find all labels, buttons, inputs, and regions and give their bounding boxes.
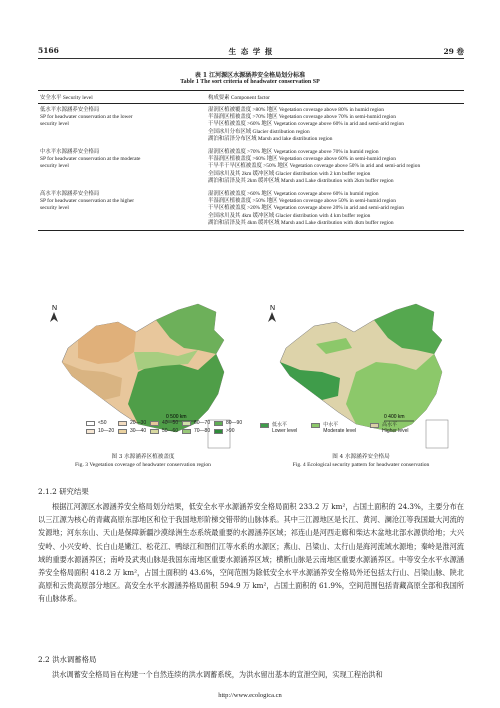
- legend-label: 30—40: [130, 428, 147, 434]
- level-en: SP for headwater conservation at the higher: [40, 198, 135, 205]
- figure-3: [38, 292, 248, 457]
- volume: 29 卷: [443, 47, 464, 56]
- factor: 湿润区植被盖度 >60% 地区 Vegetation coverage above 60% in humid region: [208, 191, 379, 198]
- section-heading-2-2: 2.2 洪水调蓄格局: [38, 655, 97, 664]
- legend-label-cn: 低水平: [272, 422, 288, 428]
- factor: 半湿润区植被盖度 >60% 地区 Vegetation coverage above 60% in semi-humid region: [208, 156, 396, 163]
- factor: 湿润区植被盖度 >70% 地区 Vegetation coverage above 70% in humid region: [208, 149, 379, 156]
- level-cn: 低水平水源涵养安全格局: [40, 107, 100, 113]
- legend-swatch: [86, 429, 95, 434]
- legend-item: [150, 420, 182, 426]
- legend-label: 10—20: [98, 428, 115, 434]
- header-rule: [38, 58, 464, 59]
- legend-swatch: [150, 429, 159, 434]
- paragraph-results: 根据江河源区水源涵养安全格局划分结果，低安全水平水源涵养安全格局面积 233.2 万 km²，占国土面积的 24.3%，主要分布在以三江源为核心的青藏高原东部地区和位于我国地形阶梯交错带的山脉体系。其中三江源地区是长江、黄河、澜沧江等我国最大河流的发源地；河东东山、天山是保障新疆沙漠绿洲生态系统最重要的水源涵养区域；祁连山是河西走廊和柴达木盆地北部水源供给地；大兴安岭、小兴安岭、长白山是嫩江、松花江、鸭绿江和图们江等水系的水源区；燕山、吕梁山、太行山是海河流域水源地；秦岭是淮河流域的重要水源涵养区；南岭及武夷山脉是我国东南地区重要水源涵养区域；横断山脉是云南地区重要水源涵养区。中等安全水平水源涵养安全格局面积 418.2 万 km²，占国土面积的 43.6%，空间范围为除低安全水平水源涵养安全格局外还包括太行山、吕梁山脉、陕北高原和云贵高原部分地区。高安全水平水源涵养格局面积 594.9 万 km²，占国土面积的 61.9%，空间范围包括青藏高原全部和我国所有山脉体系。: [38, 502, 464, 604]
- table-header-row: [38, 91, 464, 104]
- fig3-caption-cn: 图 3 水源涵养区植被盖度: [111, 454, 175, 460]
- legend-item: [260, 422, 297, 434]
- legend-swatch: [370, 423, 379, 428]
- legend-label-en: Higher level: [382, 428, 409, 434]
- factor: 干旱区植被盖度 >60% 地区 Vegetation coverage above 60% in arid and semi-arid region: [208, 121, 405, 128]
- factor: 湿润区植被覆盖度 >80% 地区 Vegetation coverage above 80% in humid region: [208, 107, 384, 113]
- legend-label-en: Lower level: [272, 428, 298, 434]
- legend-label: <50: [98, 420, 107, 426]
- legend-item: [86, 428, 118, 434]
- legend-swatch: [260, 423, 269, 428]
- level-cn: 中水平水源涵养安全格局: [40, 149, 100, 156]
- factor: 干旱区植被盖度 >20% 地区 Vegetation coverage above 20% in arid and semi-arid region: [208, 205, 405, 212]
- figure-4: [256, 292, 466, 457]
- factor: 湖泊和沼泽及其 2km 缓冲区域 Marsh and Lake distribution with 2km buffer region: [208, 177, 394, 184]
- col-component-factor: 构成要素 Component factor: [206, 91, 464, 104]
- factor: 湖泊和沼泽及其 4km 缓冲区域 Marsh and Lake distribution with 4km buffer region: [208, 219, 394, 226]
- factor: 干旱半干旱区植被盖度 >50% 地区 Vegetation coverage above 50% in arid and semi-arid region: [208, 163, 421, 170]
- legend-label: 40—50: [162, 420, 179, 426]
- table-caption-en: Table 1 The sort criteria of headwater conservation SP: [180, 79, 320, 85]
- factor-cell: [206, 188, 464, 231]
- factor: 全国冰川及其 4km 缓冲区域 Glacier distribution with 4 km buffer region: [208, 212, 371, 219]
- legend-swatch: [182, 429, 191, 434]
- factor: 全国冰川及其 2km 缓冲区域 Glacier distribution with 2 km buffer region: [208, 170, 371, 177]
- legend-item: [214, 420, 246, 426]
- legend-item: [118, 420, 150, 426]
- legend-item: [182, 428, 214, 434]
- level-en: SP for headwater conservation at the lower: [40, 114, 133, 121]
- fig3-legend: [86, 420, 246, 434]
- legend-swatch: [214, 421, 223, 426]
- level-en: security level: [40, 163, 69, 170]
- legend-swatch: [311, 423, 320, 428]
- level-cell: [38, 146, 206, 188]
- fig3-caption-en: Fig. 3 Vegetation coverage of headwater conservation region: [75, 462, 211, 468]
- level-cell: [38, 188, 206, 231]
- legend-item: [370, 422, 408, 434]
- fig4-caption-cn: 图 4 水源涵养安全格局: [332, 454, 390, 460]
- legend-swatch: [150, 421, 159, 426]
- factor-cell: [206, 146, 464, 188]
- legend-label: 70—80: [194, 428, 211, 434]
- legend-item: [311, 422, 356, 434]
- factor: 半湿润区植被盖度 >50% 地区 Vegetation coverage above 50% in semi-humid region: [208, 198, 396, 205]
- factor: 半湿润区植被盖度 >70% 地区 Vegetation coverage above 70% in semi-humid region: [208, 114, 396, 121]
- criteria-table: [38, 90, 464, 231]
- level-cn: 高水平水源涵养安全格局: [40, 191, 100, 198]
- level-en: SP for headwater conservation at the moderate: [40, 156, 141, 163]
- table-row: [38, 146, 464, 188]
- page-number: 5166: [38, 46, 59, 55]
- north-arrow: N: [52, 305, 58, 312]
- legend-item: [118, 428, 150, 434]
- level-en: security level: [40, 205, 69, 212]
- table-row: [38, 104, 464, 147]
- legend-swatch: [118, 429, 127, 434]
- legend-item: [182, 420, 214, 426]
- legend-swatch: [182, 421, 191, 426]
- legend-label: 20—30: [130, 420, 147, 426]
- factor-cell: [206, 104, 464, 147]
- legend-item: [150, 428, 182, 434]
- legend-label: 60—70: [194, 420, 211, 426]
- factor: 全国冰川分布区域 Glacier distribution region: [208, 128, 310, 135]
- level-en: security level: [40, 121, 69, 128]
- scale-bar-label: 0 400 km: [384, 414, 405, 420]
- legend-label-en: Moderate level: [323, 428, 357, 434]
- footer-url: http://www.ecologica.cn: [218, 692, 282, 699]
- table-caption-cn: 表 1 江河源区水源涵养安全格局划分标准: [194, 72, 306, 79]
- paragraph-flood: 洪水调蓄安全格局旨在构建一个自然连续的洪水调蓄系统，为洪水留出基本的宣泄空间，实现工程治洪和: [52, 670, 383, 679]
- north-arrow: N: [270, 305, 276, 312]
- scale-bar-label: 0 500 km: [166, 414, 187, 420]
- legend-label: 50—60: [162, 428, 179, 434]
- legend-swatch: [86, 421, 95, 426]
- level-cell: [38, 104, 206, 147]
- south-sea-inset: [426, 420, 448, 448]
- legend-item: [214, 428, 246, 434]
- legend-label: >90: [226, 428, 235, 434]
- section-heading-2-1-2: 2.1.2 研究结果: [38, 487, 89, 496]
- table-row: [38, 188, 464, 231]
- legend-item: [86, 420, 118, 426]
- legend-label-cn: 中水平: [323, 422, 339, 428]
- legend-label-cn: 高水平: [382, 422, 398, 428]
- legend-swatch: [118, 421, 127, 426]
- factor: 湖泊和沼泽分布区域 Marsh and lake distribution region: [208, 135, 333, 142]
- col-security-level: 安全水平 Security level: [38, 91, 206, 104]
- legend-label: 80—90: [226, 420, 243, 426]
- journal-name: 生 态 学 报: [228, 47, 274, 56]
- fig4-legend: [260, 422, 409, 434]
- legend-swatch: [214, 429, 223, 434]
- fig4-caption-en: Fig. 4 Ecological security pattern for headwater conservation: [292, 462, 430, 468]
